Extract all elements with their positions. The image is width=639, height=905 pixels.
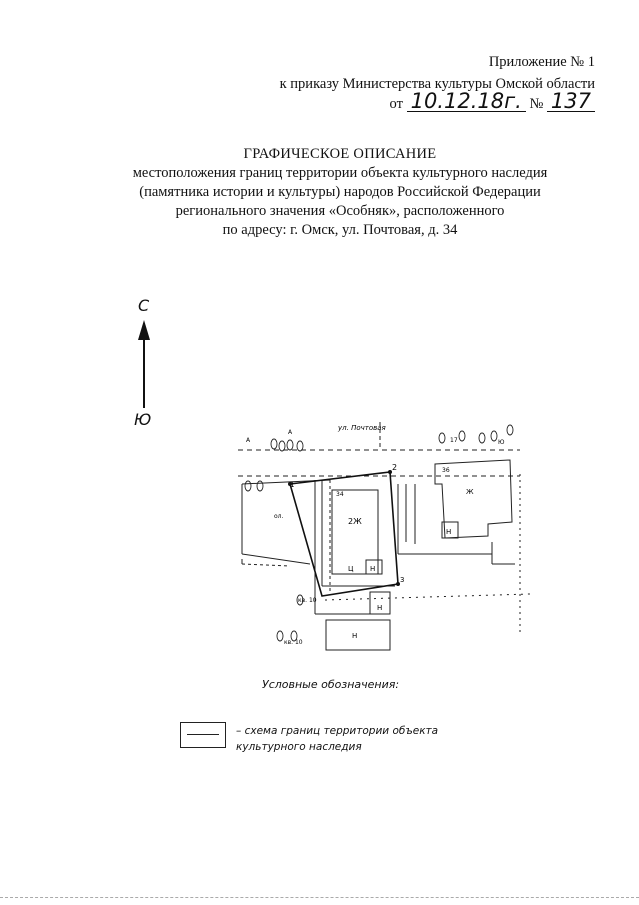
north-arrow-icon	[134, 318, 154, 410]
map-label: кв. 10	[298, 597, 317, 604]
title-line: по адресу: г. Омск, ул. Почтовая, д. 34	[222, 222, 458, 238]
page-bottom-rule	[0, 897, 639, 898]
map-label: 17	[450, 437, 458, 444]
title-line: регионального значения «Особняк», расположенного	[175, 203, 505, 219]
building-label: Н	[352, 632, 358, 640]
legend-boundary-symbol	[180, 722, 226, 748]
building-label-neighbor: Ж	[466, 488, 474, 496]
map-label: А	[246, 437, 251, 444]
order-number: 137	[547, 91, 595, 112]
map-label: кв. 10	[284, 639, 303, 646]
building-number-neighbor: 36	[442, 467, 450, 474]
point-label: 2	[392, 463, 398, 472]
appendix-label: Приложение № 1	[488, 54, 595, 70]
building-label-object: 2Ж	[348, 517, 362, 526]
building-label: Н	[370, 565, 376, 573]
compass-north-label: С	[138, 296, 150, 315]
point-label: 1	[290, 481, 295, 489]
building-label: Н	[377, 604, 383, 612]
title-line: местоположения границ территории объекта культурного наследия	[132, 165, 548, 181]
yard-label: ол.	[274, 513, 284, 520]
legend-item-text: – схема границ территории объекта культурного наследия	[236, 725, 439, 753]
title-line: (памятника истории и культуры) народов Российской Федерации	[139, 184, 541, 200]
building-label: Н	[446, 528, 452, 536]
building-number-object: 34	[336, 491, 344, 498]
point-label: 3	[400, 576, 405, 584]
map-label: Ю	[498, 439, 505, 446]
order-label: к приказу Министерства культуры Омской области	[279, 76, 595, 92]
compass-south-label: Ю	[134, 410, 152, 429]
number-prefix: №	[529, 96, 544, 112]
map-label: А	[288, 429, 293, 436]
title-block	[40, 145, 639, 240]
date-line	[390, 91, 595, 113]
legend-heading: Условные обозначения:	[262, 678, 400, 691]
document-title: ГРАФИЧЕСКОЕ ОПИСАНИЕ	[243, 146, 437, 162]
date-prefix: от	[389, 96, 403, 112]
building-label: Ц	[348, 565, 354, 573]
order-date: 10.12.18г.	[407, 91, 526, 112]
site-plan-map	[230, 414, 530, 664]
street-label: ул. Почтовая	[338, 424, 386, 432]
